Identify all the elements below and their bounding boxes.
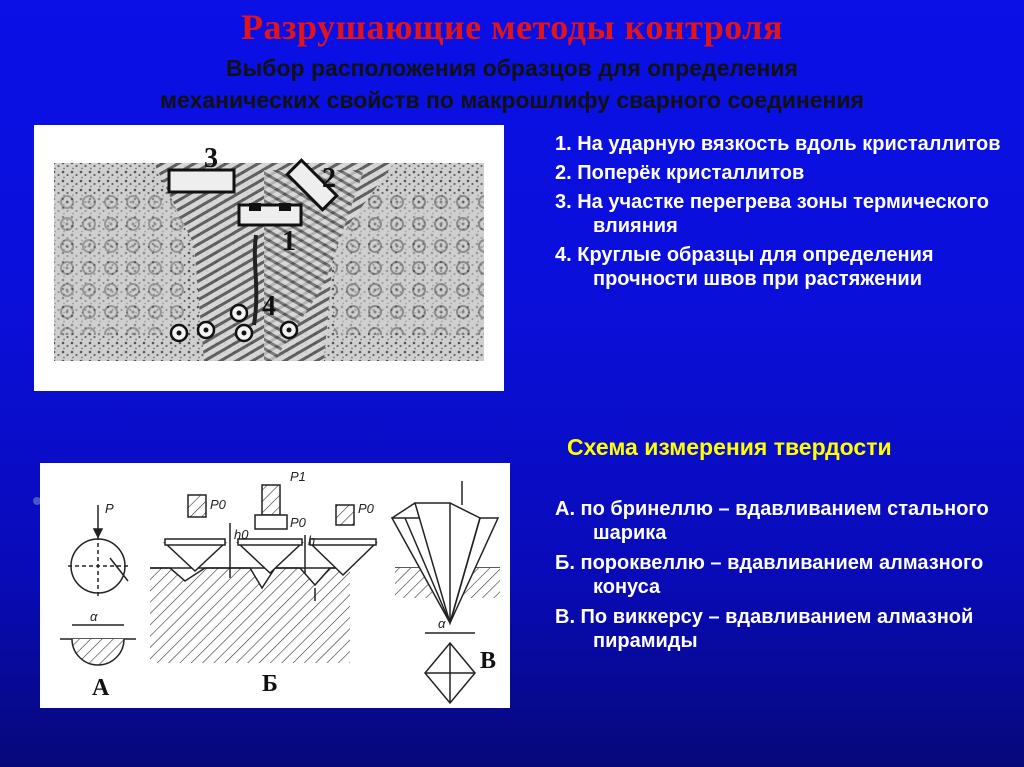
label-h: h	[308, 533, 316, 548]
list-item: 3. На участке перегрева зоны термического влияния	[555, 191, 989, 237]
hardness-list	[555, 497, 1005, 659]
label-p1: P1	[290, 469, 306, 484]
label-alpha-1: α	[90, 609, 98, 624]
weld-macrosection-image	[34, 125, 504, 391]
label-alpha-2: α	[438, 616, 446, 631]
list-item: А. по бринеллю – вдавливанием стального шарика	[555, 498, 989, 544]
list-item: Б. пороквеллю – вдавливанием алмазного конуса	[555, 552, 984, 598]
label-p0-b: P0	[290, 515, 306, 530]
label-a: А	[92, 675, 110, 701]
hardness-section-title: Схема измерения твердости	[567, 434, 892, 460]
label-p0-a: P0	[210, 497, 226, 512]
list-item: 1. На ударную вязкость вдоль кристаллитов	[555, 133, 1001, 155]
macro-label-1: 1	[282, 226, 296, 257]
subtitle-line-1: Выбор расположения образцов для определения	[226, 55, 798, 81]
slide-title: Разрушающие методы контроля	[241, 7, 783, 47]
weld-macrosection-drawing	[34, 125, 504, 391]
label-p: P	[105, 501, 114, 516]
hardness-scheme-drawing	[40, 463, 510, 708]
list-item: 2. Поперёк кристаллитов	[555, 162, 805, 184]
specimen-list	[555, 132, 1005, 296]
hardness-scheme-image	[40, 463, 510, 708]
macro-label-4: 4	[262, 291, 276, 322]
label-p0-c: P0	[358, 501, 374, 516]
label-b: Б	[262, 671, 278, 697]
macro-label-3: 3	[204, 143, 218, 174]
subtitle-line-2: механических свойств по макрошлифу сварного соединения	[160, 87, 864, 113]
label-h0: h0	[234, 527, 249, 542]
label-v: В	[480, 648, 497, 674]
list-item: В. По виккерсу – вдавливанием алмазной пирамиды	[555, 606, 974, 652]
slide-subtitle	[0, 52, 1024, 116]
list-item: 4. Круглые образцы для определения прочности швов при растяжении	[555, 244, 934, 290]
macro-label-2: 2	[322, 163, 336, 194]
